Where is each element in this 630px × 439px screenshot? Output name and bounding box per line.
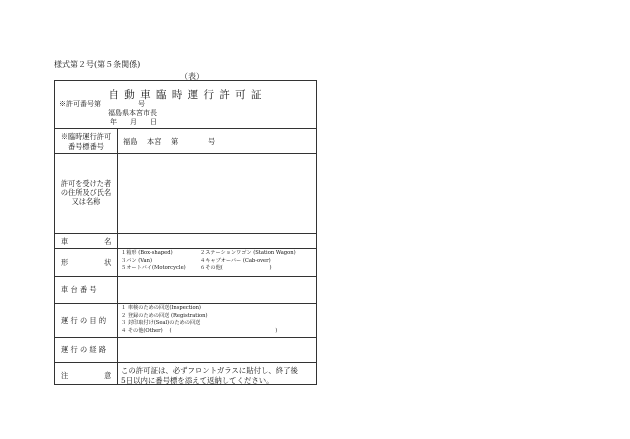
divider [55,303,316,304]
plate-dai: 第 [171,137,179,146]
notice-text-line1: この許可証は、必ずフロントガラスに貼付し、終了後 [121,366,298,375]
holder-label-line1: 許可を受けた者 [60,179,112,188]
issuer-name: 福島県本宮市長 [108,109,157,117]
permit-form [54,80,317,385]
form-title: 自 動 車 臨 時 運 行 許 可 証 [108,89,263,101]
plate-prefecture: 福島 [123,137,138,146]
route-label: 運 行 の 経 路 [61,345,107,354]
form-number: 様式第２号(第５条関係) [54,60,141,69]
plate-city: 本宮 [147,137,162,146]
date-month: 月 [130,118,137,126]
notice-text-line2: 5日以内に番号標を添えて返納してください。 [121,376,274,385]
divider [55,337,316,338]
shape-option-van: ３バン (Van) [121,257,152,264]
holder-label-line3: 又は名称 [71,197,101,206]
date-day: 日 [150,118,157,126]
front-side-label: （表） [180,72,204,81]
plate-go: 号 [208,137,216,146]
purpose-option-inspection: １ 車検のための回送(Inspection) [121,305,201,311]
date-year: 年 [110,118,117,126]
shape-option-cab-over: ４キャブオーバー (Cab-over) [200,257,271,264]
permit-number-prefix: ※許可番号第 [59,100,101,108]
purpose-label: 運 行 の 目 的 [61,316,107,325]
chassis-number-label: 車 台 番 号 [61,285,97,294]
divider [55,248,316,249]
shape-option-station-wagon: ２ステーションワゴン (Station Wagon) [200,250,296,256]
shape-option-box: １箱形 (Box-shaped) [121,250,173,256]
purpose-option-seal: ３ 封印取付け(Seal)のための回送 [121,320,201,326]
shape-option-motorcycle: ５オートバイ(Motorcycle) [121,265,186,271]
plate-label-line1: ※臨時運行許可 [60,132,112,141]
purpose-option-registration: ２ 登録のための回送 (Registration) [121,312,208,319]
divider [55,128,316,129]
plate-label-line2: 番号標番号 [68,142,104,151]
vehicle-name-label: 車 名 [61,237,112,246]
divider [55,276,316,277]
purpose-option-other: ４ その他(Other) ( ) [121,327,278,334]
shape-option-other: ６その他( ) [200,265,272,271]
permit-number-suffix: 号 [138,100,145,108]
holder-label-line2: の住所及び氏名 [60,188,112,197]
shape-label: 形 状 [61,258,112,267]
notice-label: 注 意 [61,371,112,380]
divider [55,153,316,154]
divider [55,233,316,234]
column-divider [117,128,118,384]
divider [55,362,316,363]
